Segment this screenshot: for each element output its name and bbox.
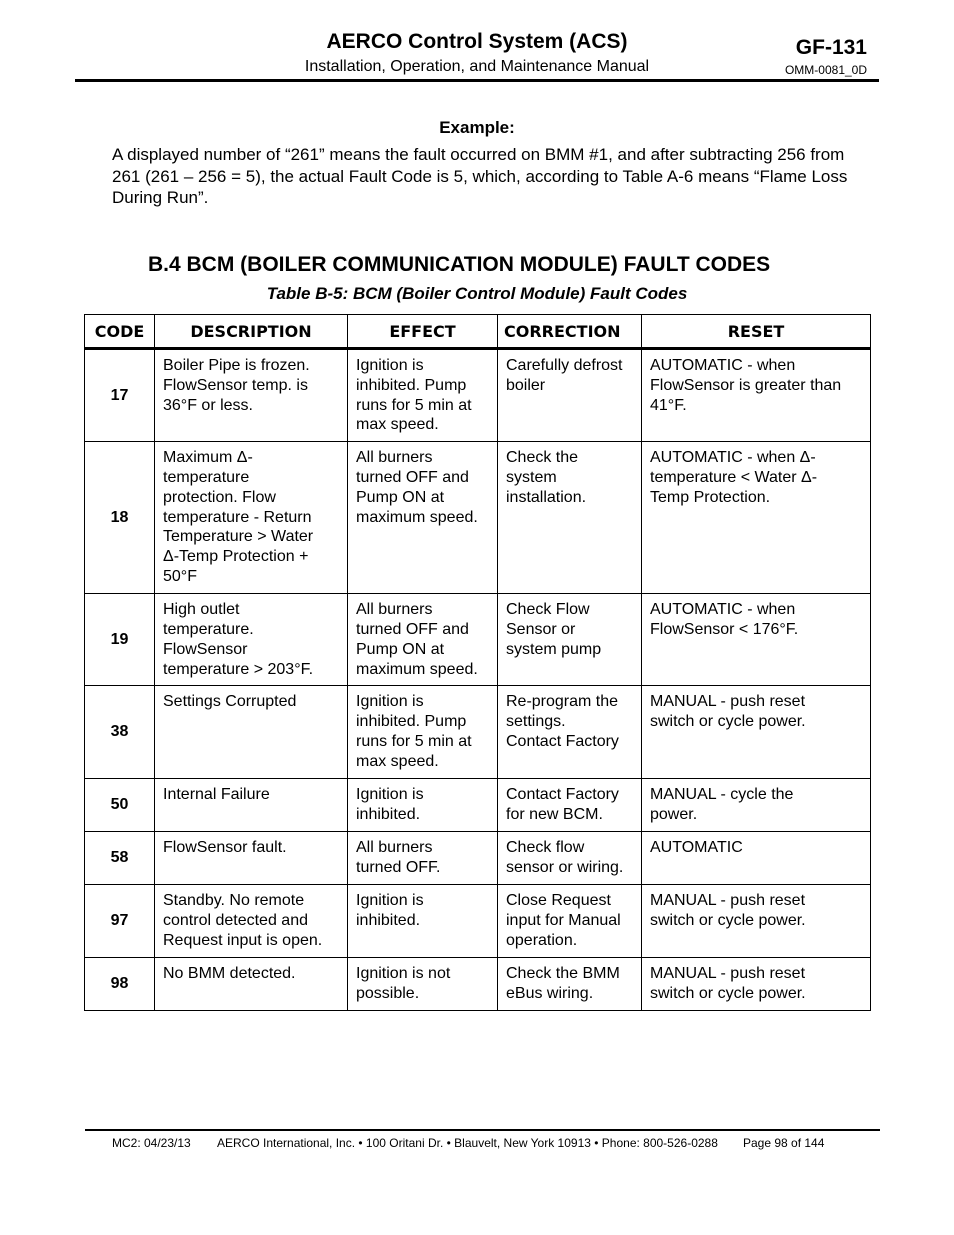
effect-text: Ignition is inhibited. — [356, 786, 424, 824]
table-row — [85, 779, 871, 832]
footer-page-number: Page 98 of 144 — [743, 1136, 825, 1150]
cell-effect — [348, 884, 498, 957]
correction-text: Check the system installation. — [506, 449, 587, 506]
cell-code: 19 — [85, 594, 155, 686]
cell-code: 50 — [85, 779, 155, 832]
footer-revision-date: MC2: 04/23/13 — [112, 1136, 191, 1150]
effect-text: All burners turned OFF and Pump ON at maximum speed. — [356, 601, 478, 678]
cell-effect — [348, 349, 498, 442]
footer-divider — [85, 1129, 880, 1131]
correction-text: Re-program the settings. Contact Factory — [506, 693, 619, 750]
cell-effect — [348, 779, 498, 832]
correction-text: Carefully defrost boiler — [506, 357, 623, 394]
header-correction: CORRECTION — [498, 315, 642, 349]
header-code: CODE — [85, 315, 155, 349]
table-row — [85, 884, 871, 957]
cell-reset — [642, 686, 871, 779]
cell-correction — [498, 442, 642, 594]
footer-company-address: AERCO International, Inc. • 100 Oritani Dr. • Blauvelt, New York 10913 • Phone: 800-526-0288 — [217, 1136, 718, 1150]
cell-code: 38 — [85, 686, 155, 779]
document-number: GF-131 — [795, 36, 867, 59]
effect-text: Ignition is inhibited. Pump runs for 5 min at max speed. — [356, 357, 472, 434]
table-row — [85, 594, 871, 686]
description-text: Boiler Pipe is frozen. FlowSensor temp. is 36°F or less. — [163, 357, 310, 414]
cell-correction — [498, 779, 642, 832]
document-title: AERCO Control System (ACS) — [326, 30, 628, 53]
cell-description — [155, 594, 348, 686]
cell-effect — [348, 442, 498, 594]
cell-reset — [642, 779, 871, 832]
reset-text: MANUAL - push reset switch or cycle power. — [650, 693, 806, 731]
reset-text: MANUAL - push reset switch or cycle power. — [650, 964, 806, 1002]
cell-correction — [498, 349, 642, 442]
cell-description — [155, 349, 348, 442]
header-divider — [75, 79, 879, 82]
description-text: Maximum Δ- temperature protection. Flow temperature - Return Temperature > Water Δ-Temp Protection + 50°F — [163, 449, 314, 585]
description-text: Standby. No remote control detected and Request input is open. — [163, 891, 323, 949]
document-revision: OMM-0081_0D — [784, 63, 867, 77]
table-row — [85, 442, 871, 594]
table-row — [85, 957, 871, 1010]
effect-text: All burners turned OFF. — [356, 838, 441, 876]
header-reset: RESET — [642, 315, 871, 349]
document-subtitle: Installation, Operation, and Maintenance Manual — [304, 58, 650, 75]
cell-description — [155, 442, 348, 594]
cell-description — [155, 831, 348, 884]
cell-reset — [642, 831, 871, 884]
correction-text: Check Flow Sensor or system pump — [506, 601, 602, 658]
description-text: Settings Corrupted — [163, 693, 297, 711]
page-header — [75, 28, 879, 82]
reset-text: MANUAL - push reset switch or cycle power. — [650, 891, 806, 929]
header-effect: EFFECT — [348, 315, 498, 349]
cell-code: 98 — [85, 957, 155, 1010]
description-text: No BMM detected. — [163, 964, 296, 982]
table-row — [85, 349, 871, 442]
cell-correction — [498, 686, 642, 779]
reset-text: AUTOMATIC - when Δ- temperature < Water Δ- Temp Protection. — [650, 449, 818, 506]
correction-text: Check the BMM eBus wiring. — [506, 964, 620, 1002]
effect-text: Ignition is inhibited. Pump runs for 5 min at max speed. — [356, 693, 472, 770]
cell-reset — [642, 349, 871, 442]
effect-text: Ignition is inhibited. — [356, 891, 424, 929]
cell-description — [155, 686, 348, 779]
reset-text: AUTOMATIC - when FlowSensor is greater than 41°F. — [650, 357, 842, 414]
cell-code: 97 — [85, 884, 155, 957]
reset-text: AUTOMATIC - when FlowSensor < 176°F. — [650, 601, 799, 638]
section-heading: B.4 BCM (BOILER COMMUNICATION MODULE) FAULT CODES — [148, 253, 771, 276]
table-header-row — [85, 315, 871, 349]
cell-code: 18 — [85, 442, 155, 594]
correction-text: Check flow sensor or wiring. — [506, 838, 624, 876]
description-text: Internal Failure — [163, 786, 270, 804]
cell-effect — [348, 957, 498, 1010]
cell-correction — [498, 884, 642, 957]
cell-effect — [348, 594, 498, 686]
correction-text: Contact Factory for new BCM. — [506, 786, 619, 824]
cell-description — [155, 884, 348, 957]
cell-effect — [348, 831, 498, 884]
cell-description — [155, 779, 348, 832]
table-row — [85, 686, 871, 779]
cell-code: 17 — [85, 349, 155, 442]
example-heading: Example: — [439, 118, 515, 137]
cell-correction — [498, 957, 642, 1010]
cell-reset — [642, 957, 871, 1010]
reset-text: MANUAL - cycle the power. — [650, 786, 794, 824]
cell-code: 58 — [85, 831, 155, 884]
cell-description — [155, 957, 348, 1010]
cell-correction — [498, 831, 642, 884]
cell-effect — [348, 686, 498, 779]
cell-reset — [642, 442, 871, 594]
description-text: FlowSensor fault. — [163, 838, 287, 856]
fault-codes-table — [84, 314, 871, 1011]
reset-text: AUTOMATIC — [650, 838, 743, 856]
header-description: DESCRIPTION — [155, 315, 348, 349]
effect-text: Ignition is not possible. — [356, 964, 451, 1002]
description-text: High outlet temperature. FlowSensor temperature > 203°F. — [163, 601, 314, 678]
cell-correction — [498, 594, 642, 686]
effect-text: All burners turned OFF and Pump ON at maximum speed. — [356, 449, 478, 526]
cell-reset — [642, 884, 871, 957]
table-row — [85, 831, 871, 884]
example-paragraph: A displayed number of “261” means the fault occurred on BMM #1, and after subtracting 256 from 261 (261 – 256 = 5), the actual Fault Code is 5, which, according to Table A-6 means “Flame Loss During Run”. — [112, 145, 848, 207]
cell-reset — [642, 594, 871, 686]
correction-text: Close Request input for Manual operation. — [506, 891, 621, 949]
table-caption: Table B-5: BCM (Boiler Control Module) Fault Codes — [266, 284, 688, 303]
